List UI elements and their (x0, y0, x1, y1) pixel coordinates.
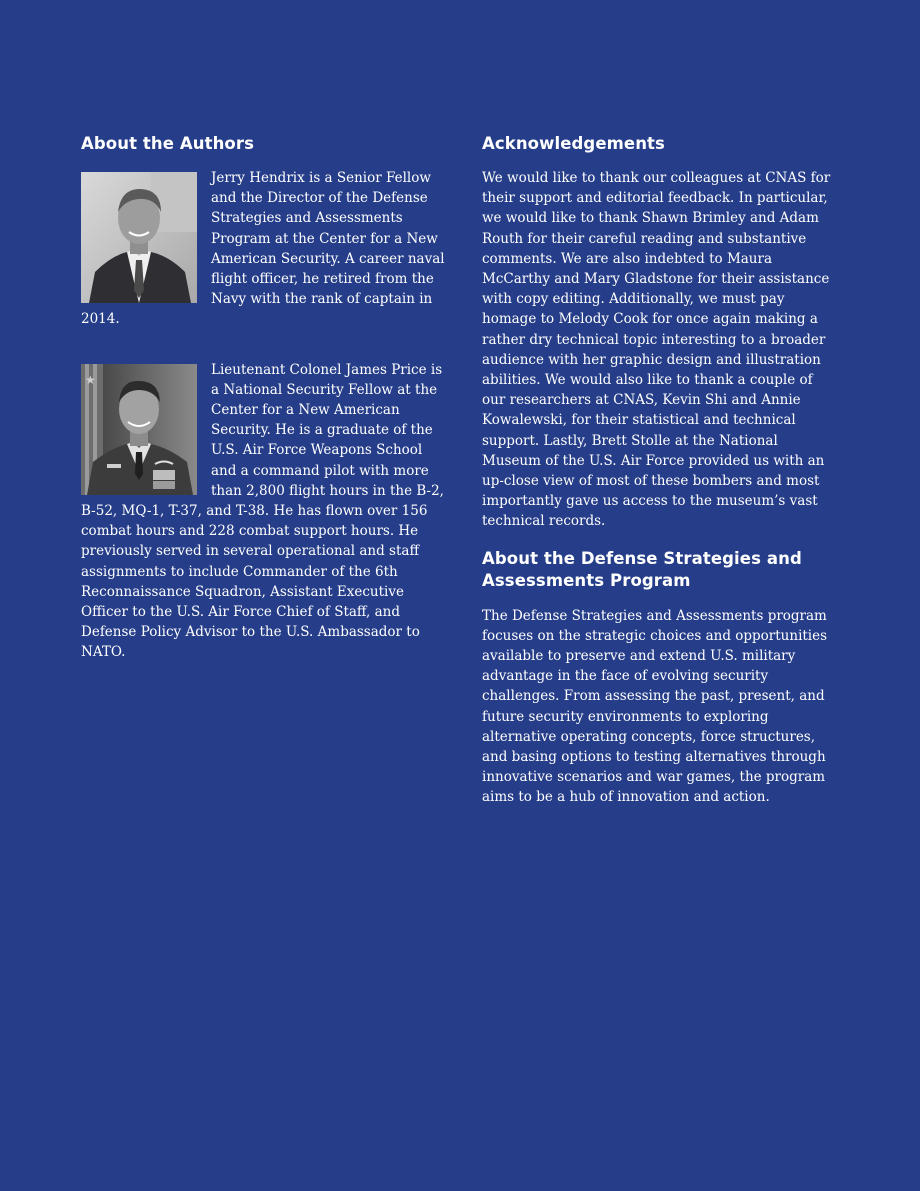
portrait-icon (81, 172, 197, 303)
author-price (81, 360, 451, 663)
acknowledgements-body: We would like to thank our colleagues at CNAS for their support and editorial feedback. In particular, we would like to thank Shawn Brimley and Adam Routh for their careful reading and substantive comments. We are also indebted to Maura McCarthy and Mary Gladstone for their assistance with copy editing. Additionally, we must pay homage to Melody Cook for once again making a rather dry technical topic interesting to a broader audience with her graphic design and illustration abilities. We would also like to thank a couple of our researchers at CNAS, Kevin Shi and Annie Kowalewski, for their statistical and technical support. Lastly, Brett Stolle at the National Museum of the U.S. Air Force provided us with an up-close view of most of these bombers and most importantly gave us access to the museum’s vast technical records. (482, 170, 831, 530)
price-bio: Lieutenant Colonel James Price is a National Security Fellow at the Center for a New American Security. He is a graduate of the U.S. Air Force Weapons School and a command pilot with more than 2,800 flight hours in the B-2, B-52, MQ-1, T-37, and T-38. He has flown over 156 combat hours and 228 combat support hours. He previously served in several operational and staff assignments to include Commander of the 6th Reconnaissance Squadron, Assistant Executive Officer to the U.S. Air Force Chief of Staff, and Defense Policy Advisor to the U.S. Ambassador to NATO. (81, 361, 444, 661)
about-authors-heading: About the Authors (81, 134, 255, 153)
right-column (482, 133, 832, 808)
about-authors-column (81, 133, 451, 663)
svg-text:★: ★ (85, 372, 96, 387)
program-heading: About the Defense Strategies and Assessments Program (482, 548, 802, 590)
acknowledgements-section (482, 133, 832, 532)
portrait-icon (81, 364, 197, 495)
price-portrait-photo (81, 364, 197, 495)
author-hendrix (81, 168, 451, 330)
program-section (482, 548, 832, 808)
hendrix-bio: Jerry Hendrix is a Senior Fellow and the Director of the Defense Strategies and Assessments Program at the Center for a New American Security. A career naval flight officer, he retired from the Navy with the rank of captain in 2014. (81, 170, 445, 328)
acknowledgements-heading: Acknowledgements (482, 134, 665, 153)
program-body: The Defense Strategies and Assessments program focuses on the strategic choices and opportunities available to preserve and extend U.S. military advantage in the face of evolving security challenges. From assessing the past, present, and future security environments to exploring alternative operating concepts, force structures, and basing options to testing alternatives through innovative scenarios and war games, the program aims to be a hub of innovation and action. (482, 607, 828, 806)
hendrix-portrait-photo (81, 172, 197, 303)
